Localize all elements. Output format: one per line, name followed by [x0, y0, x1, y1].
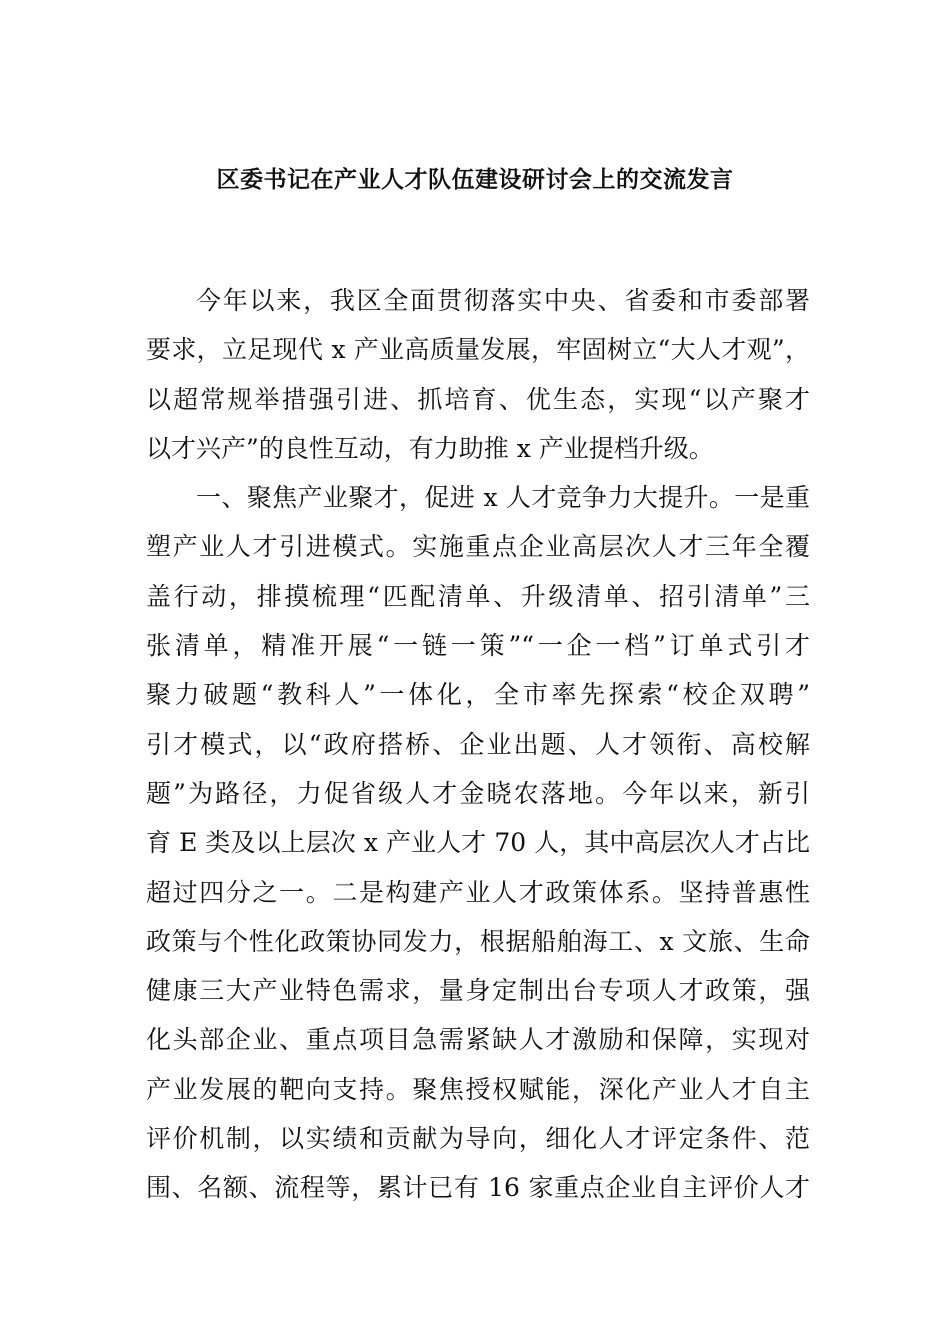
- body-line: 产业发展的靶向支持。聚焦授权赋能，深化产业人才自主: [146, 1074, 810, 1104]
- body-line: 一、聚焦产业聚才，促进 x 人才竞争力大提升。一是重: [196, 483, 810, 513]
- body-line: 围、名额、流程等，累计已有 16 家重点企业自主评价人才: [146, 1173, 810, 1203]
- document-title: 区委书记在产业人才队伍建设研讨会上的交流发言: [216, 166, 734, 193]
- body-line: 聚力破题“教科人”一体化，全市率先探索“校企双聘”: [146, 680, 810, 710]
- body-line: 以才兴产”的良性互动，有力助推 x 产业提档升级。: [146, 433, 714, 463]
- body-line: 评价机制，以实绩和贡献为导向，细化人才评定条件、范: [146, 1124, 810, 1154]
- body-line: 化头部企业、重点项目急需紧缺人才激励和保障，实现对: [146, 1025, 810, 1055]
- body-line: 张清单，精准开展“一链一策”“一企一档”订单式引才: [146, 631, 810, 661]
- body-line: 今年以来，我区全面贯彻落实中央、省委和市委部署: [196, 286, 810, 315]
- body-line: 超过四分之一。二是构建产业人才政策体系。坚持普惠性: [146, 877, 810, 907]
- body-line: 以超常规举措强引进、抓培育、优生态，实现“以产聚才: [146, 384, 810, 414]
- body-line: 塑产业人才引进模式。实施重点企业高层次人才三年全覆: [146, 532, 810, 562]
- body-line: 引才模式，以“政府搭桥、企业出题、人才领衔、高校解: [146, 729, 810, 759]
- body-line: 政策与个性化政策协同发力，根据船舶海工、x 文旅、生命: [146, 926, 810, 956]
- body-line: 育 E 类及以上层次 x 产业人才 70 人，其中高层次人才占比: [146, 828, 810, 858]
- body-line: 要求，立足现代 x 产业高质量发展，牢固树立“大人才观”，: [146, 335, 810, 365]
- body-line: 题”为路径，力促省级人才金晓农落地。今年以来，新引: [146, 778, 810, 808]
- document-body: [146, 276, 810, 1213]
- body-line: 健康三大产业特色需求，量身定制出台专项人才政策，强: [146, 976, 810, 1006]
- body-line: 盖行动，排摸梳理“匹配清单、升级清单、招引清单”三: [146, 581, 810, 611]
